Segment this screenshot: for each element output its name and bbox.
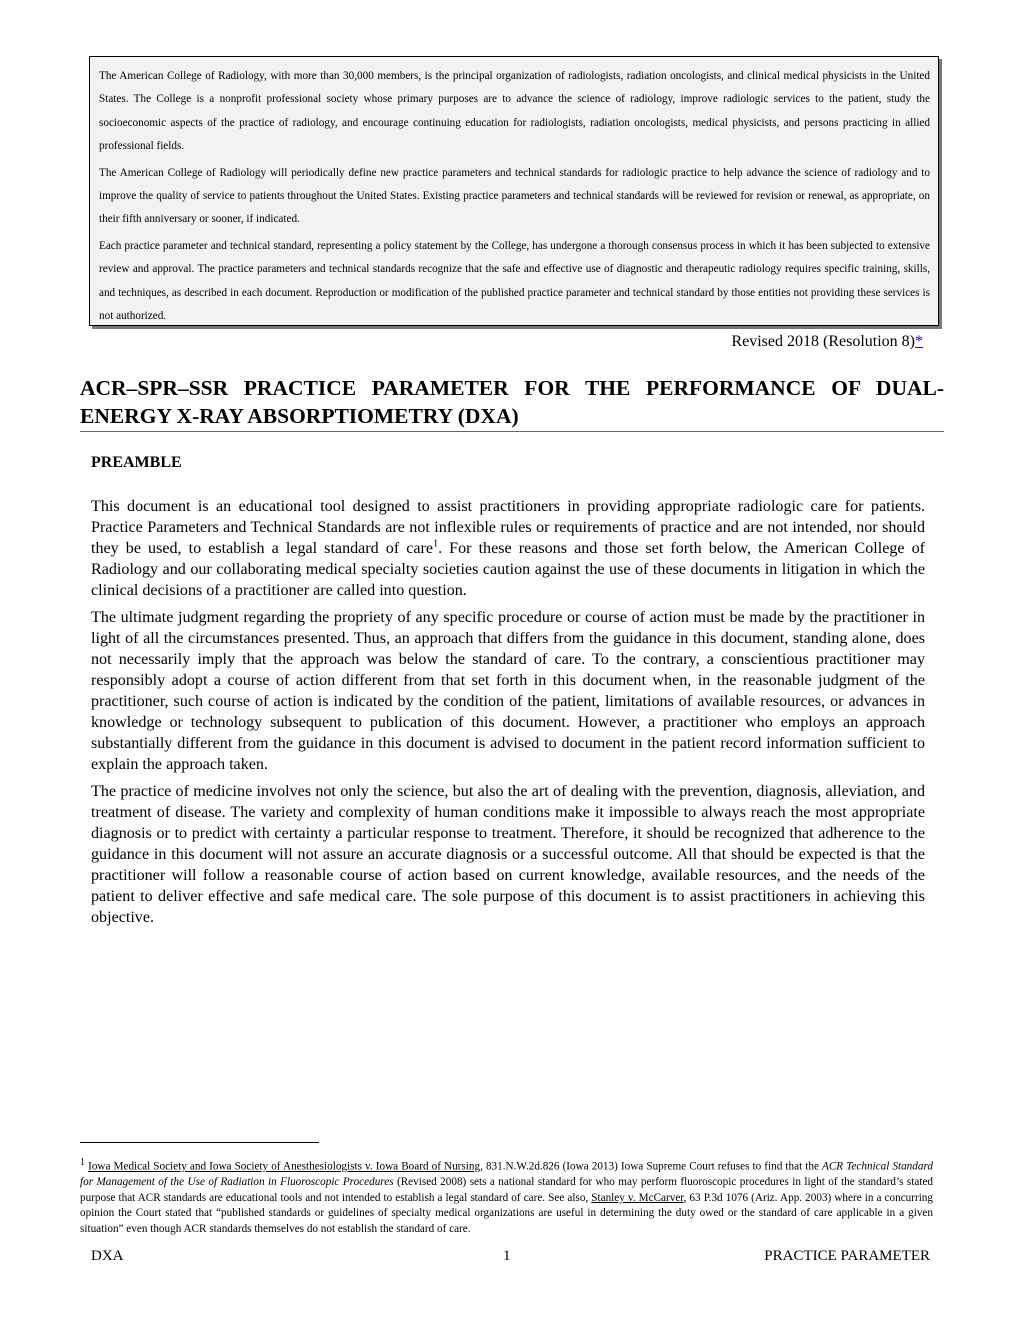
footer-page-number: 1 bbox=[503, 1248, 511, 1264]
acr-notice-box bbox=[89, 56, 939, 326]
notice-paragraph-1: The American College of Radiology, with more than 30,000 members, is the principal organization of radiologists, radiation oncologists, and clinical medical physicists in the United States. The College is a nonprofit professional society whose primary purposes are to advance the science of radiology, improve radiologic services to the patient, study the socioeconomic aspects of the practice of radiology, and encourage continuing education for radiologists, radiation oncologists, medical physicists, and persons practicing in allied professional fields. bbox=[99, 70, 930, 153]
revision-text: Revised 2018 (Resolution 8) bbox=[731, 333, 915, 350]
preamble-heading: PREAMBLE bbox=[91, 454, 182, 471]
notice-paragraph-3: Each practice parameter and technical standard, representing a policy statement by the College, has undergone a thorough consensus process in which it has been subjected to extensive review and approval. The practice parameters and technical standards recognize that the safe and effective use of diagnostic and therapeutic radiology requires specific training, skills, and techniques, as described in each document. Reproduction or modification of the published practice parameter and technical standard by those entities not providing these services is not authorized. bbox=[99, 239, 930, 323]
preamble-paragraph-3: The practice of medicine involves not only the science, but also the art of dealing with the prevention, diagnosis, alleviation, and treatment of disease. The variety and complexity of human conditions make it impossible to always reach the most appropriate diagnosis or to predict with certainty a particular response to treatment. Therefore, it should be recognized that adherence to the guidance in this document will not assure an accurate diagnosis or a successful outcome. All that should be expected is that the practitioner will follow a reasonable course of action based on current knowledge, available resources, and the needs of the patient to deliver effective and safe medical care. The sole purpose of this document is to assist practitioners in achieving this objective. bbox=[91, 783, 925, 926]
footnote-1: $^1$ Iowa Medical Society and Iowa Society of Anesthesiologists v. Iowa Board of Nursing, 831.N.W.2d.826 (Iowa 2013) Iowa Supreme Court refuses to find that the ACR Technical Standard for Management of the Use of Radiation in Fluoroscopic Procedures (Revised 2008) sets a national standard for who may perform fluoroscopic procedures in light of the standard’s stated purpose that ACR standards are educational tools and not intended to establish a legal standard of care. See also, Stanley v. McCarver, 63 P.3d 1076 (Ariz. App. 2003) where in a concurring opinion the Court stated that “published standards or guidelines of specialty medical organizations are useful in determining the duty owed or the standard of care applicable in a given situation” even though ACR standards themselves do not establish the standard of care. bbox=[80, 1157, 933, 1235]
preamble-paragraph-2: The ultimate judgment regarding the propriety of any specific procedure or course of action must be made by the practitioner in light of all the circumstances presented. Thus, an approach that differs from the guidance in this document, standing alone, does not necessarily imply that the approach was below the standard of care. To the contrary, a conscientious practitioner may responsibly adopt a course of action different from that set forth in this document when, in the reasonable judgment of the practitioner, such course of action is indicated by the condition of the patient, limitations of available resources, or advances in knowledge or technology subsequent to publication of this document. However, a practitioner who employs an approach substantially different from the guidance in this document is advised to document in the patient record information sufficient to explain the approach taken. bbox=[91, 609, 925, 773]
footnote-separator bbox=[80, 1142, 319, 1143]
revision-note bbox=[731, 333, 923, 351]
document-title: ACR–SPR–SSR PRACTICE PARAMETER FOR THE PERFORMANCE OF DUAL-ENERGY X-RAY ABSORPTIOMETRY (DXA) bbox=[80, 374, 944, 432]
footnote-case-1: Iowa Medical Society and Iowa Society of Anesthesiologists v. Iowa Board of Nursing bbox=[88, 1160, 481, 1173]
revision-asterisk-link[interactable]: * bbox=[915, 333, 923, 350]
preamble-paragraph-1: This document is an educational tool designed to assist practitioners in providing appropriate radiologic care for patients. Practice Parameters and Technical Standards are not inflexible rules or requirements of practice and are not intended, nor should they be used, to establish a legal standard of care$^1$. For these reasons and those set forth below, the American College of Radiology and our collaborating medical specialty societies caution against the use of these documents in litigation in which the clinical decisions of a practitioner are called into question. bbox=[91, 498, 926, 599]
footnote-standard-title: ACR Technical Standard for Management of the Use of Radiation in Fluoroscopic Procedures bbox=[80, 1160, 933, 1189]
footer-doc-name: DXA bbox=[91, 1248, 124, 1264]
footer-doc-type: PRACTICE PARAMETER bbox=[764, 1248, 930, 1264]
notice-paragraph-2: The American College of Radiology will periodically define new practice parameters and technical standards for radiologic practice to help advance the science of radiology and to improve the quality of service to patients throughout the United States. Existing practice parameters and technical standards will be reviewed for revision or renewal, as appropriate, on their fifth anniversary or sooner, if indicated. bbox=[99, 166, 930, 226]
footnote-case-2: Stanley v. McCarver bbox=[591, 1191, 684, 1204]
preamble-body bbox=[91, 496, 925, 934]
footnote-reference[interactable]: 1 bbox=[433, 538, 439, 550]
footnote-marker: 1 bbox=[80, 1157, 85, 1168]
